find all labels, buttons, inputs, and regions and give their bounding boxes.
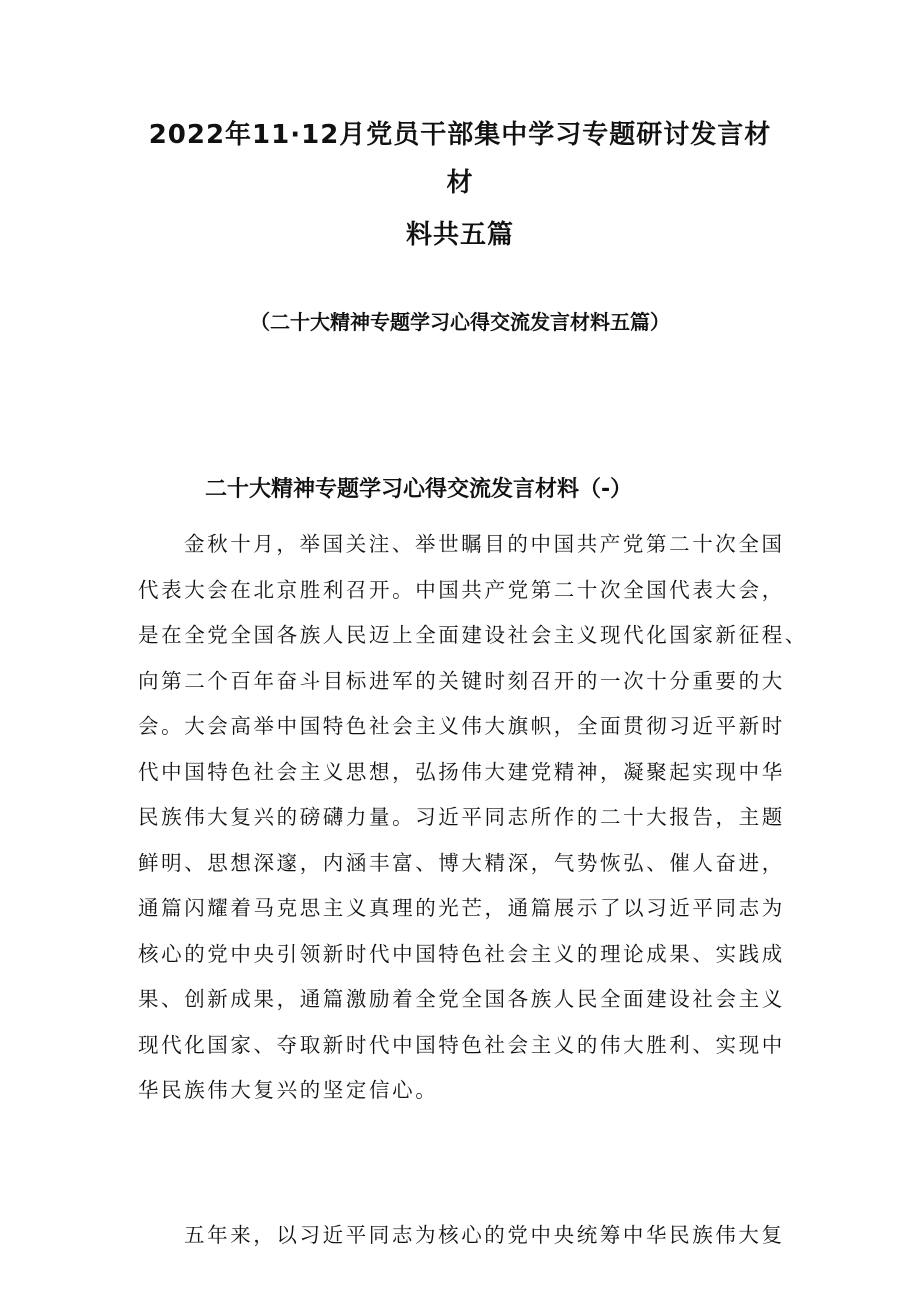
document-title-line-3: 料共五篇	[405, 220, 514, 250]
document-subtitle: （二十大精神专题学习心得交流发言材料五篇）	[250, 310, 670, 334]
paragraph-line: 金秋十月，举国关注、举世瞩目的中国共产党第二十次全国	[184, 532, 785, 556]
paragraph-line: 向第二个百年奋斗目标进军的关键时刻召开的一次十分重要的大	[138, 668, 785, 693]
paragraph-line: 五年来，以习近平同志为核心的党中央统筹中华民族伟大复	[184, 1223, 785, 1247]
paragraph-line: 通篇闪耀着马克思主义真理的光芒，通篇展示了以习近平同志为	[138, 896, 785, 920]
paragraph-line: 鲜明、思想深邃，内涵丰富、博大精深，气势恢弘、催人奋进，	[138, 850, 785, 875]
paragraph-line: 现代化国家、夺取新时代中国特色社会主义的伟大胜利、实现中	[138, 1032, 785, 1057]
paragraph-line: 核心的党中央引领新时代中国特色社会主义的理论成果、实践成	[138, 941, 785, 966]
paragraph-line: 果、创新成果，通篇激励着全党全国各族人民全面建设社会主义	[138, 987, 785, 1011]
paragraph-line: 代中国特色社会主义思想，弘扬伟大建党精神，凝聚起实现中华	[138, 759, 785, 784]
document-title-line-2: 材	[446, 168, 474, 198]
document-title-line-1: 2022年11·12月党员干部集中学习专题研讨发言材	[148, 120, 772, 150]
section-heading: 二十大精神专题学习心得交流发言材料（-）	[205, 477, 633, 502]
paragraph-line: 华民族伟大复兴的坚定信心。	[138, 1078, 439, 1102]
paragraph-line: 民族伟大复兴的磅礴力量。习近平同志所作的二十大报告，主题	[138, 805, 785, 829]
body-paragraph-1	[138, 522, 808, 1114]
paragraph-line: 会。大会高举中国特色社会主义伟大旗帜，全面贯彻习近平新时	[138, 714, 785, 738]
paragraph-line: 代表大会在北京胜利召开。中国共产党第二十次全国代表大会，	[138, 577, 785, 602]
paragraph-line: 是在全党全国各族人民迈上全面建设社会主义现代化国家新征程、	[138, 623, 808, 647]
body-paragraph-2	[138, 1213, 785, 1259]
